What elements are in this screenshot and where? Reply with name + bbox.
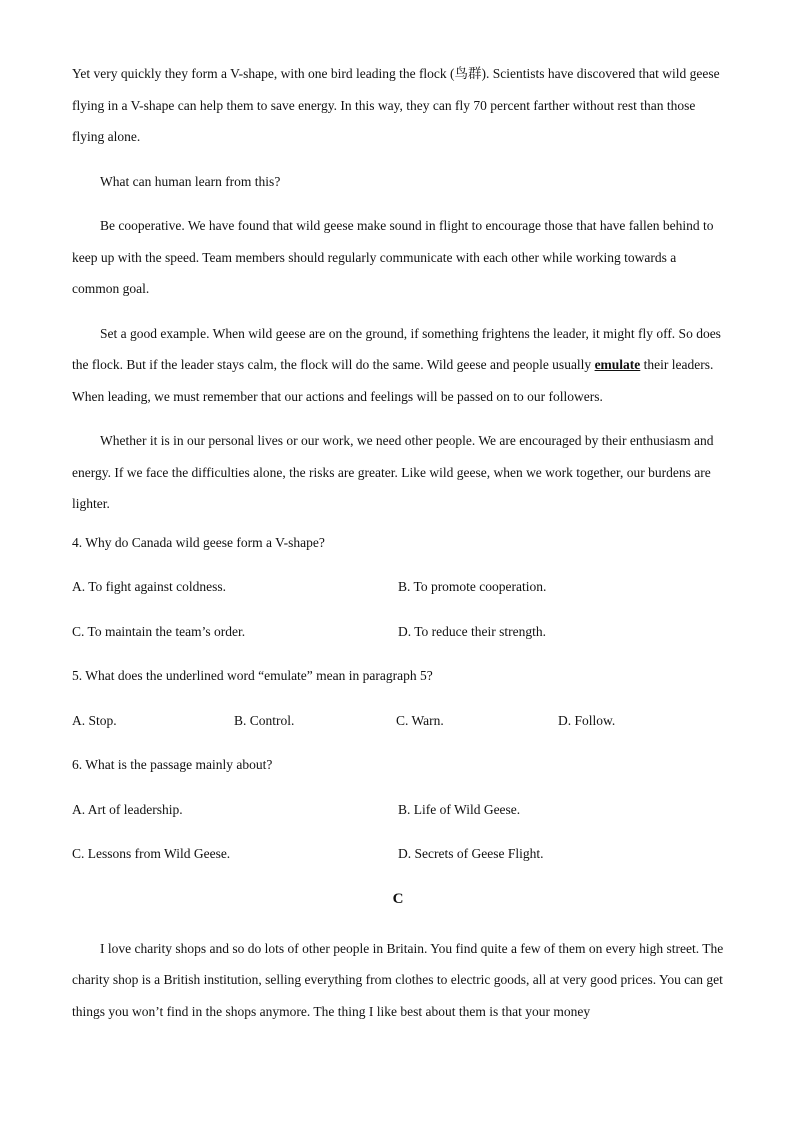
options-row: [72, 711, 724, 731]
option: B. To promote cooperation.: [398, 579, 547, 594]
underlined-word: emulate: [594, 357, 641, 372]
option: C. Warn.: [396, 712, 444, 728]
passage-paragraph: [72, 318, 724, 413]
option: B. Control.: [234, 712, 295, 728]
option: B. Life of Wild Geese.: [398, 801, 521, 817]
options-row: [72, 622, 724, 642]
option: A. Art of leadership.: [72, 801, 183, 817]
option: D. To reduce their strength.: [398, 623, 547, 639]
option: C. Lessons from Wild Geese.: [72, 846, 231, 861]
question-stem: 6. What is the passage mainly about?: [72, 757, 273, 772]
question-stem: 4. Why do Canada wild geese form a V-shape?: [72, 534, 325, 550]
passage-paragraph: I love charity shops and so do lots of other people in Britain. You find quite a few of them on every high street. The charity shop is a British institution, selling everything from clothes to electric goods, all at very good prices. You can get things you won’t find in the shops anymore. The thing I like best about them is that your money: [72, 940, 724, 1019]
passage-paragraph: Whether it is in our personal lives or our work, we need other people. We are encouraged by their enthusiasm and energy. If we face the difficulties alone, the risks are greater. Like wild geese, when we work together, our burdens are lighter.: [72, 433, 714, 511]
document-page: [72, 58, 724, 1040]
passage-paragraph: What can human learn from this?: [100, 173, 281, 189]
option: A. To fight against coldness.: [72, 579, 227, 594]
option: D. Secrets of Geese Flight.: [398, 846, 544, 861]
section-title: C: [392, 890, 404, 907]
passage-paragraph: Yet very quickly they form a V-shape, with one bird leading the flock (鸟群). Scientists have discovered that wild geese flying in a V-shape can help them to save energy. In this way, they can fly 70 percent farther without rest than those flying alone.: [72, 66, 720, 144]
passage-paragraph: Be cooperative. We have found that wild geese make sound in flight to encourage those that have fallen behind to keep up with the speed. Team members should regularly communicate with each other while working towards a common goal.: [72, 218, 714, 296]
paragraph-text: their leaders. When leading, we must remember that our actions and feelings will be passed on to our followers.: [72, 357, 714, 404]
question-stem: 5. What does the underlined word “emulate” mean in paragraph 5?: [72, 668, 433, 683]
options-row: [72, 844, 724, 864]
options-row: [72, 577, 724, 597]
paragraph-text: Set a good example. When wild geese are on the ground, if something frightens the leader, it might fly off. So does the flock. But if the leader stays calm, the flock will do the same. Wild geese and people usually: [72, 325, 721, 372]
option: C. To maintain the team’s order.: [72, 623, 246, 639]
option: D. Follow.: [558, 712, 616, 728]
option: A. Stop.: [72, 712, 117, 728]
options-row: [72, 800, 724, 820]
